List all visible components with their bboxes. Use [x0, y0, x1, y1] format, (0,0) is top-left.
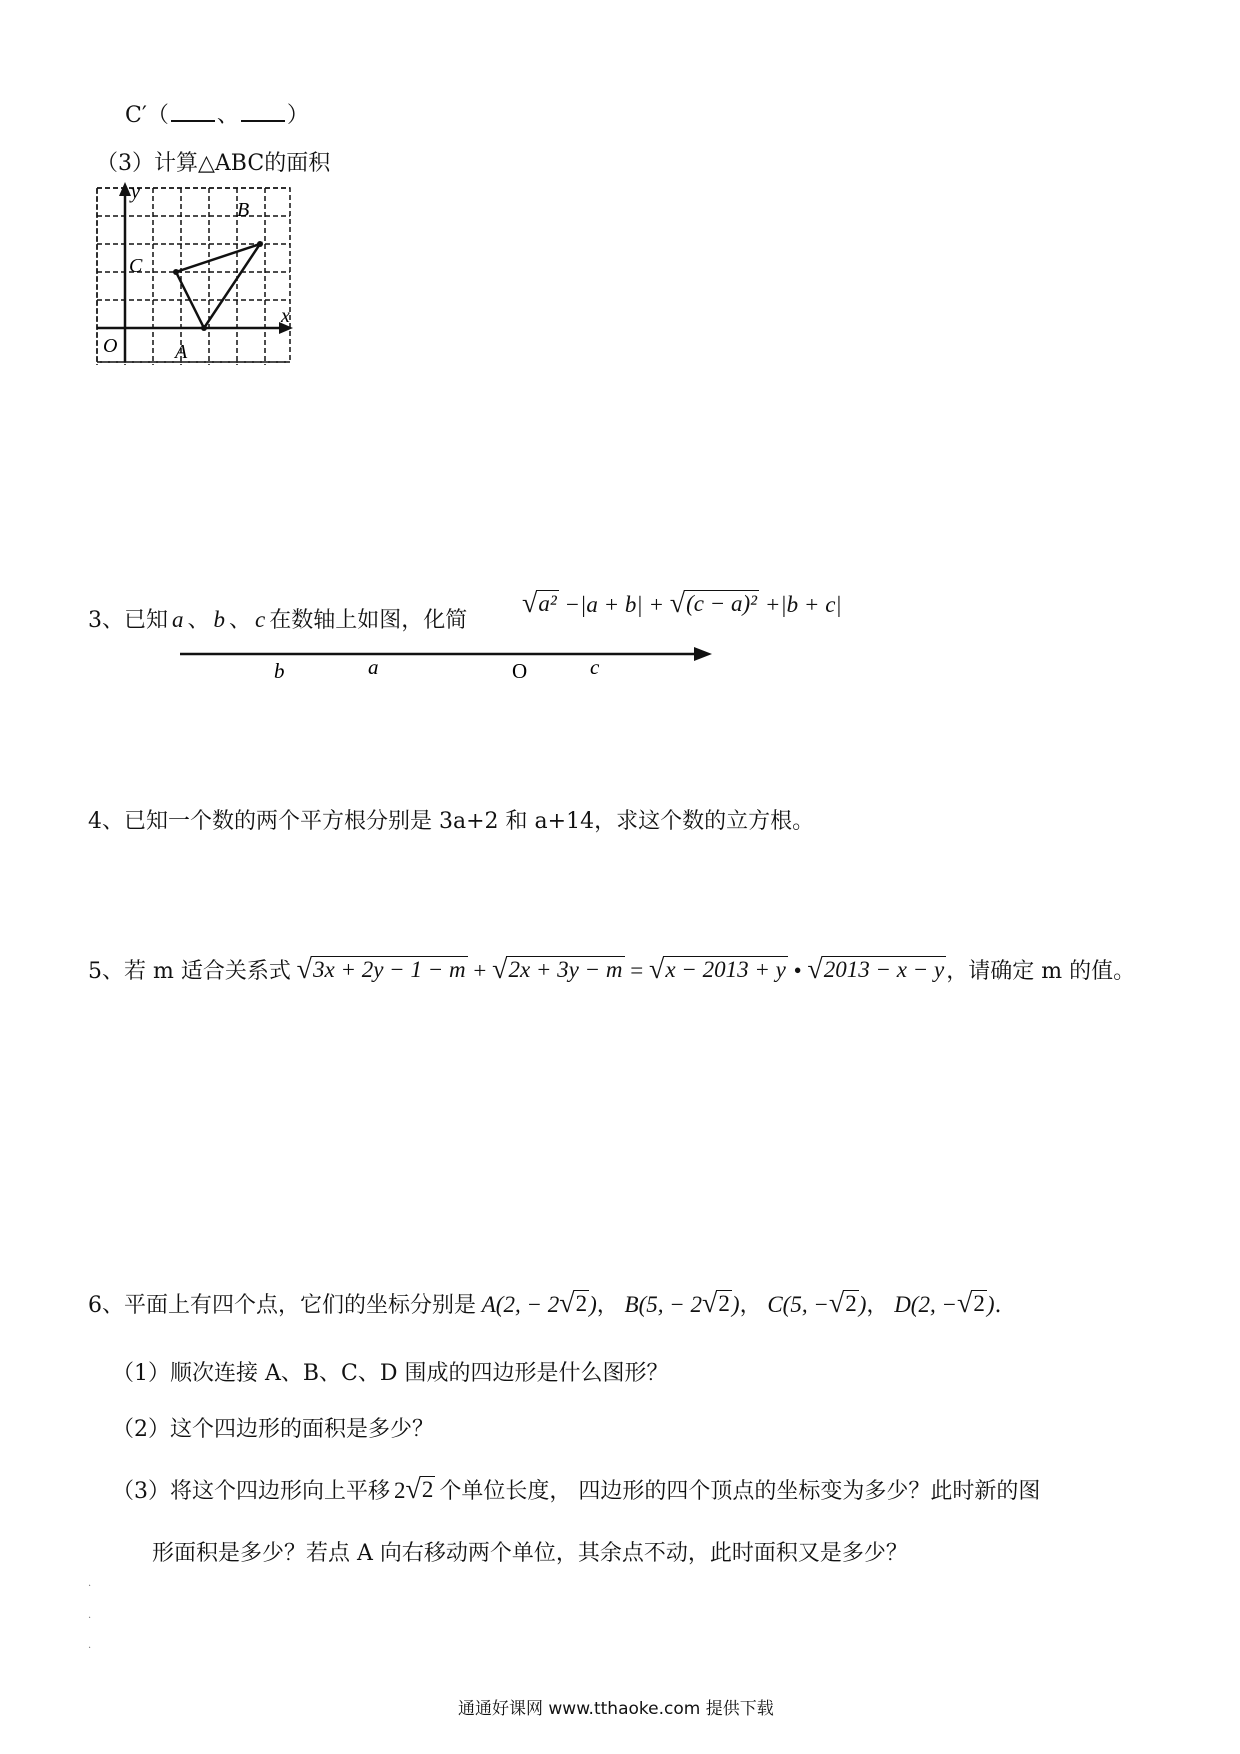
- q3-var-b: b: [213, 607, 226, 632]
- point-c: [173, 269, 179, 275]
- q3-text: 在数轴上如图，化简: [269, 608, 468, 633]
- q6-point-a-post: ): [589, 1292, 597, 1317]
- q6-line: 6、平面上有四个点，它们的坐标分别是 A(2, − 2 √ 2 )， B(5, − 2 √ 2 )， C(5, − √ 2 )， D(2, − √ 2 ).: [88, 1288, 1002, 1319]
- numline-c: c: [590, 655, 600, 679]
- page-footer: 通通好课网 www.tthaoke.com 提供下载: [458, 1699, 774, 1719]
- q3-abs2: +|b + c|: [764, 592, 842, 617]
- q5-dot: •: [793, 958, 802, 983]
- q6-point-d-post: ): [986, 1292, 995, 1317]
- q6-sep2: ，: [739, 1293, 762, 1318]
- c-prime-line: [125, 100, 309, 130]
- q5-eq: =: [630, 958, 644, 983]
- q6-part3-b: 个单位长度， 四边形的四个顶点的坐标变为多少？此时新的图: [439, 1479, 1041, 1504]
- q6-part3-line2: 形面积是多少？若点 A 向右移动两个单位，其余点不动，此时面积又是多少？: [152, 1541, 908, 1566]
- numline-o: O: [512, 659, 528, 680]
- q3-rad1: a²: [538, 591, 557, 616]
- q6-part2: （2）这个四边形的面积是多少？: [112, 1417, 434, 1442]
- c-prime-blank-x: [171, 100, 215, 122]
- q3-line: [88, 606, 467, 635]
- q3-sep2: 、: [229, 608, 252, 633]
- q5-line: 5、若 m 适合关系式 √ 3x + 2y − 1 − m + √ 2x + 3y − m = √ x − 2013 + y • √ 2013 − x − y ，请确定 m 的值。: [88, 954, 1136, 985]
- q6-prefix: 6、平面上有四个点，它们的坐标分别是: [88, 1293, 476, 1318]
- margin-dot-1: .: [88, 1578, 92, 1589]
- q6-point-b-pre: B(5, − 2: [624, 1292, 703, 1317]
- q6-end: .: [994, 1293, 1002, 1318]
- q5-prefix: 5、若 m 适合关系式: [88, 959, 291, 984]
- q3-abs1: −|a + b| +: [564, 592, 664, 617]
- number-line: [178, 640, 718, 680]
- q6-part3-a: （3）将这个四边形向上平移: [112, 1479, 390, 1504]
- margin-dot-2: .: [88, 1610, 92, 1621]
- q5-rad2: 2x + 3y − m: [508, 957, 623, 982]
- q6-point-b-rad: 2: [718, 1291, 730, 1316]
- q6-part3-rad: 2: [421, 1477, 434, 1502]
- q3-var-c: c: [255, 607, 266, 632]
- q6-sep3: ，: [866, 1293, 889, 1318]
- q6-point-a-pre: A(2, − 2: [481, 1292, 560, 1317]
- label-b: B: [237, 199, 250, 221]
- numline-b: b: [274, 659, 285, 680]
- label-y: y: [131, 181, 140, 203]
- c-prime-sep: 、: [216, 103, 239, 128]
- q5-plus: +: [473, 958, 487, 983]
- q6-point-c-pre: C(5, −: [767, 1292, 829, 1317]
- q6-point-a-rad: 2: [575, 1291, 588, 1316]
- q3-var-a: a: [172, 607, 184, 632]
- q6-part3-line1: （3）将这个四边形向上平移 2 √ 2 个单位长度， 四边形的四个顶点的坐标变为多少？此时新的图: [112, 1474, 1041, 1505]
- prev-part3: （3）计算△ABC的面积: [96, 151, 331, 176]
- q5-rad4: 2013 − x − y: [823, 957, 945, 982]
- q5-suffix: ，请确定 m 的值。: [946, 959, 1136, 984]
- q3-number: 3、已知: [88, 608, 168, 633]
- triangle-abc: [176, 244, 260, 328]
- c-prime-blank-y: [241, 100, 285, 122]
- q5-rad3: x − 2013 + y: [665, 957, 786, 982]
- q6-point-c-post: ): [858, 1292, 867, 1317]
- q4-text: 4、已知一个数的两个平方根分别是 3a+2 和 a+14，求这个数的立方根。: [88, 809, 815, 834]
- q6-part1: （1）顺次连接 A、B、C、D 围成的四边形是什么图形？: [112, 1361, 669, 1386]
- q6-point-c-rad: 2: [845, 1291, 857, 1316]
- c-prime-close: ）: [286, 103, 309, 128]
- c-prime-label: C′（: [125, 103, 169, 128]
- q3-rad2: (c − a)²: [686, 591, 758, 616]
- label-c: C: [129, 255, 143, 277]
- label-x: x: [281, 305, 290, 327]
- label-a: A: [175, 341, 188, 363]
- q6-point-b-post: ): [731, 1292, 740, 1317]
- label-origin: O: [103, 335, 118, 357]
- q3-expression: √ a² −|a + b| + √ (c − a)² +|b + c|: [522, 588, 842, 619]
- point-b: [257, 241, 263, 247]
- q5-rad1: 3x + 2y − 1 − m: [312, 957, 466, 982]
- q6-part3-num: 2: [394, 1478, 406, 1503]
- q3-sep1: 、: [187, 608, 210, 633]
- triangle-grid-figure: [85, 180, 295, 365]
- q6-sep1: ，: [596, 1293, 619, 1318]
- q6-point-d-pre: D(2, −: [894, 1292, 957, 1317]
- q6-point-d-rad: 2: [973, 1291, 985, 1316]
- margin-dot-3: .: [88, 1640, 92, 1651]
- point-a: [201, 325, 207, 331]
- numline-a: a: [368, 655, 379, 679]
